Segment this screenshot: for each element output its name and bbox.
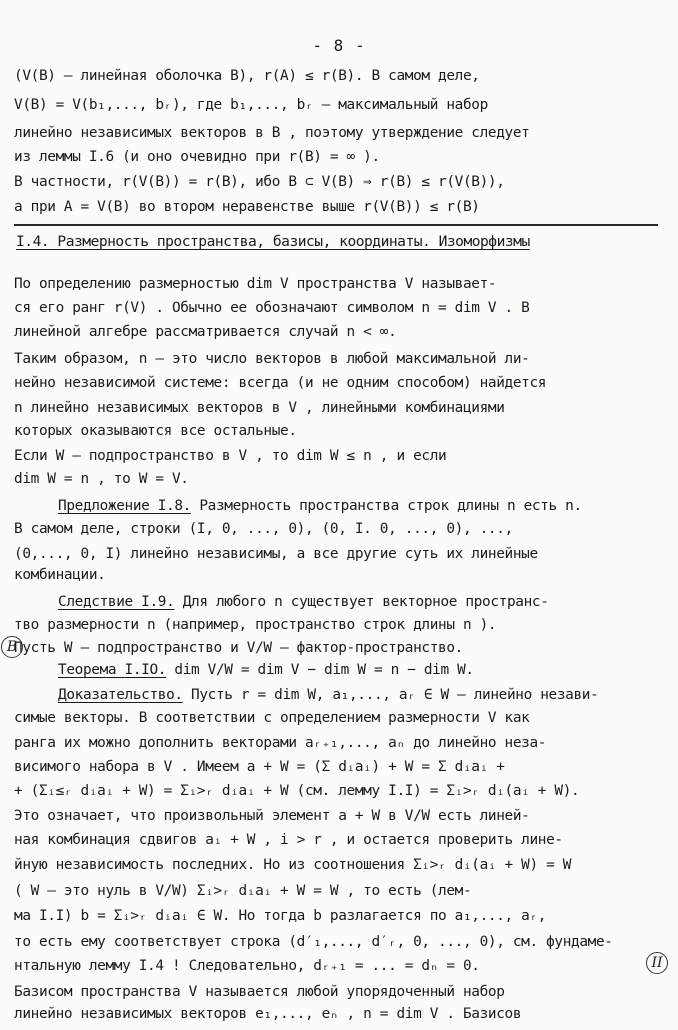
margin-mark-right: II	[646, 952, 668, 974]
text-line: линейно независимых векторов в B , поэтому утверждение следует	[14, 125, 530, 141]
text-line: йную независимость последних. Но из соотношения Σᵢ>ᵣ dᵢ(aᵢ + W) = W	[14, 857, 572, 873]
proposition-text: Размерность пространства строк длины n есть n.	[191, 498, 582, 514]
text-line: (0,..., 0, I) линейно независимы, а все другие суть их линейные	[14, 546, 538, 562]
text-line: dim W = n , то W = V.	[14, 471, 189, 487]
text-line: Таким образом, n – это число векторов в любой максимальной ли-	[14, 351, 530, 367]
text-line: которых оказываются все остальные.	[14, 423, 297, 439]
text-line: Это означает, что произвольный элемент a + W в V/W есть линей-	[14, 808, 530, 824]
text-line: тво размерности n (например, пространство строк длины n ).	[14, 617, 497, 633]
text-line: В самом деле, строки (I, 0, ..., 0), (0, I. 0, ..., 0), ...,	[14, 521, 513, 537]
text-line: ся его ранг r(V) . Обычно ее обозначают символом n = dim V . В	[14, 300, 530, 316]
page-number: - 8 -	[312, 36, 366, 55]
text-line: ма I.I) b = Σᵢ>ᵣ dᵢaᵢ ∈ W. Но тогда b разлагается по a₁,..., aᵣ,	[14, 908, 547, 924]
text-line: ная комбинация сдвигов aᵢ + W , i > r , и остается проверить лине-	[14, 832, 563, 848]
separator-rule	[14, 224, 658, 226]
theorem-label: Теорема I.IO.	[58, 662, 167, 678]
corollary-text: Для любого n существует векторное пространс-	[174, 594, 549, 610]
text-line: ранга их можно дополнить векторами aᵣ₊₁,..., aₙ до линейно неза-	[14, 735, 547, 751]
proof-label: Доказательство.	[58, 687, 183, 703]
text-line: ( W – это нуль в V/W) Σᵢ>ᵣ dᵢaᵢ + W = W , то есть (лем-	[14, 883, 472, 899]
proposition-line	[14, 496, 668, 516]
text-line: линейной алгебре рассматривается случай n < ∞.	[14, 324, 397, 340]
text-line: симые векторы. В соответствии с определением размерности V как	[14, 710, 530, 726]
text-line: Если W – подпространство в V , то dim W ≤ n , и если	[14, 448, 447, 464]
text-line: (V(B) – линейная оболочка B), r(A) ≤ r(B). В самом деле,	[14, 68, 480, 84]
proof-text: Пусть r = dim W, a₁,..., aᵣ ∈ W – линейно незави-	[182, 687, 599, 703]
text-line: нейно независимой системе: всегда (и не одним способом) найдется	[14, 375, 547, 391]
theorem-line	[14, 660, 668, 680]
text-line: висимого набора в V . Имеем a + W = (Σ dᵢaᵢ) + W = Σ dᵢaᵢ +	[14, 759, 505, 775]
proposition-label: Предложение I.8.	[58, 498, 192, 514]
text-line: линейно независимых векторов e₁,..., eₙ , n = dim V . Базисов	[14, 1006, 522, 1022]
corollary-line	[14, 592, 668, 612]
text-line: Пусть W – подпространство и V/W – фактор-пространство.	[14, 640, 463, 656]
text-line: + (Σᵢ≤ᵣ dᵢaᵢ + W) = Σᵢ>ᵣ dᵢaᵢ + W (см. лемму I.I) = Σᵢ>ᵣ dᵢ(aᵢ + W).	[14, 783, 580, 799]
text-line: из леммы I.6 (и оно очевидно при r(B) = ∞ ).	[14, 149, 380, 165]
text-line: то есть ему соответствует строка (d′₁,..., d′ᵣ, 0, ..., 0), см. фундаме-	[14, 934, 613, 950]
margin-mark-left: B	[1, 636, 23, 658]
section-title: I.4. Размерность пространства, базисы, координаты. Изоморфизмы	[16, 233, 530, 250]
theorem-text: dim V/W = dim V − dim W = n − dim W.	[166, 662, 474, 678]
corollary-label: Следствие I.9.	[58, 594, 175, 610]
text-line: V(B) = V(b₁,..., bᵣ), где b₁,..., bᵣ – максимальный набор	[14, 97, 488, 113]
text-line: а при A = V(B) во втором неравенстве выше r(V(B)) ≤ r(B)	[14, 199, 480, 215]
text-line: По определению размерностью dim V пространства V называет-	[14, 276, 497, 292]
text-line: комбинации.	[14, 567, 106, 583]
text-line: нтальную лемму I.4 ! Следовательно, dᵣ₊₁ = ... = dₙ = 0.	[14, 958, 480, 974]
text-line: В частности, r(V(B)) = r(B), ибо B ⊂ V(B) ⇒ r(B) ≤ r(V(B)),	[14, 174, 505, 190]
text-line: n линейно независимых векторов в V , линейными комбинациями	[14, 400, 505, 416]
text-line: Базисом пространства V называется любой упорядоченный набор	[14, 984, 505, 1000]
proof-line	[14, 685, 668, 705]
